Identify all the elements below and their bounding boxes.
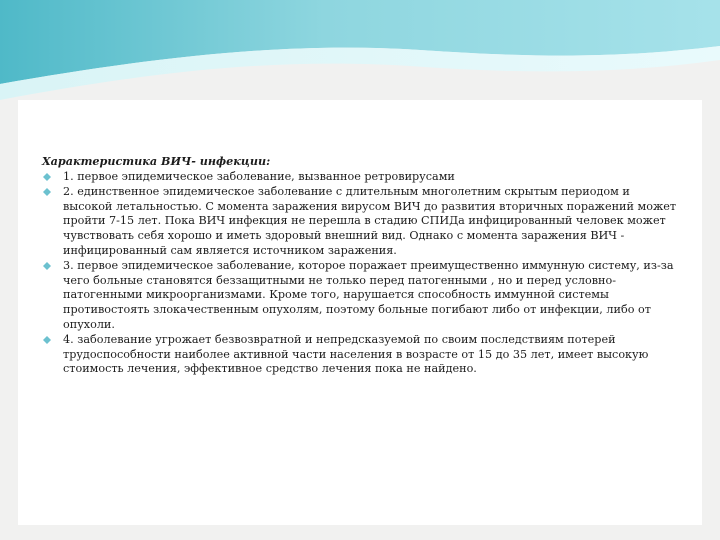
slide-heading: Характеристика ВИЧ- инфекции: — [42, 154, 271, 168]
list-item — [42, 333, 682, 377]
list-item — [42, 185, 682, 258]
slide-text-block — [42, 154, 682, 378]
bullet-icon — [43, 173, 51, 181]
list-item-text: 1. первое эпидемическое заболевание, вызванное ретровирусами — [63, 169, 455, 183]
bullet-list — [42, 170, 682, 377]
list-item — [42, 259, 682, 332]
list-item — [42, 170, 682, 185]
bullet-icon — [43, 262, 51, 270]
list-item-text: 4. заболевание угрожает безвозвратной и непредсказуемой по своим последствиям потерей трудоспособности наиболее активной части населения в возрасте от 15 до 35 лет, имеет высокую стоимость лечения, эффективное средство лечения пока не найдено. — [63, 333, 649, 376]
list-item-text: 2. единственное эпидемическое заболевание с длительным многолетним скрытым периодом и высокой летальностью. С момента заражения вирусом ВИЧ до развития вторичных поражений может пройти 7-15 лет. Пока ВИЧ инфекция не перешла в стадию СПИДа инфицированный человек может чувствовать себя хорошо и иметь здоровый внешний вид. Однако с момента заражения ВИЧ - инфицированный сам является источником заражения. — [63, 185, 677, 257]
decorative-top-wave — [0, 0, 720, 110]
list-item-text: 3. первое эпидемическое заболевание, которое поражает преимущественно иммунную систему, из-за чего больные становятся беззащитными не только перед патогенными , но и перед условно-патогенными микроорганизмами. Кроме того, нарушается способность иммунной системы противостоять злокачественным опухолям, поэтому больные погибают либо от инфекции, либо от опухоли. — [63, 259, 674, 331]
bullet-icon — [43, 336, 51, 344]
bullet-icon — [43, 188, 51, 196]
